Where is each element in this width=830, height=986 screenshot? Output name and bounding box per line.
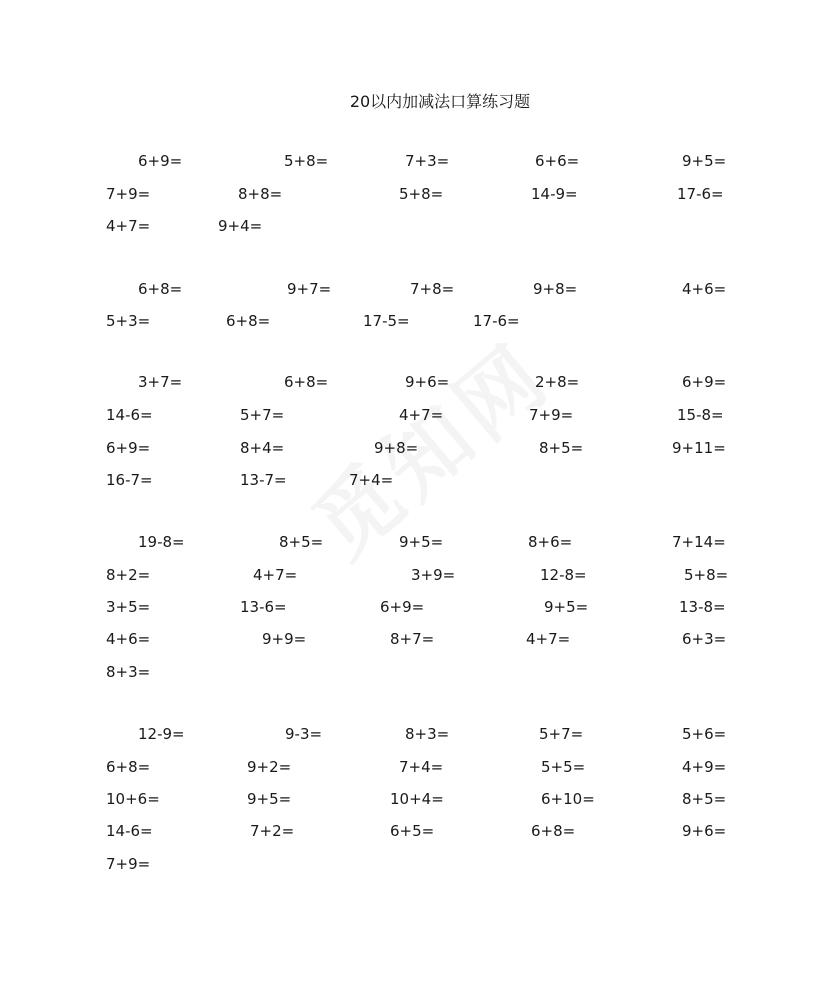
problem-item: 2+8= <box>535 373 580 391</box>
problem-item: 10+4= <box>390 790 444 808</box>
problem-item: 4+7= <box>253 566 298 584</box>
problem-item: 4+7= <box>106 217 151 235</box>
problem-item: 7+9= <box>106 855 151 873</box>
problem-item: 5+8= <box>399 185 444 203</box>
problem-item: 9+7= <box>287 280 332 298</box>
problem-item: 16-7= <box>106 471 153 489</box>
problem-item: 17-6= <box>677 185 724 203</box>
problem-item: 13-8= <box>679 598 726 616</box>
problem-item: 8+5= <box>682 790 727 808</box>
problem-item: 7+8= <box>410 280 455 298</box>
problem-item: 13-6= <box>240 598 287 616</box>
problem-item: 6+8= <box>284 373 329 391</box>
problem-item: 7+14= <box>672 533 726 551</box>
problem-item: 8+3= <box>106 663 151 681</box>
problem-item: 3+7= <box>138 373 183 391</box>
problem-item: 6+8= <box>138 280 183 298</box>
problem-item: 5+5= <box>541 758 586 776</box>
problem-item: 9+5= <box>682 152 727 170</box>
problem-item: 3+5= <box>106 598 151 616</box>
problem-item: 7+9= <box>106 185 151 203</box>
problem-item: 7+3= <box>405 152 450 170</box>
problem-item: 6+9= <box>138 152 183 170</box>
problem-item: 17-5= <box>363 312 410 330</box>
problem-item: 14-9= <box>531 185 578 203</box>
problem-item: 9+5= <box>247 790 292 808</box>
problem-item: 9+8= <box>374 439 419 457</box>
problem-item: 6+10= <box>541 790 595 808</box>
problem-item: 5+7= <box>539 725 584 743</box>
problem-item: 4+7= <box>399 406 444 424</box>
problem-item: 6+9= <box>682 373 727 391</box>
problem-item: 7+2= <box>250 822 295 840</box>
problem-item: 6+8= <box>531 822 576 840</box>
problem-item: 5+7= <box>240 406 285 424</box>
problem-item: 15-8= <box>677 406 724 424</box>
problem-item: 7+4= <box>349 471 394 489</box>
problem-item: 10+6= <box>106 790 160 808</box>
problem-item: 5+6= <box>682 725 727 743</box>
problem-item: 6+5= <box>390 822 435 840</box>
problem-item: 9+11= <box>672 439 726 457</box>
problem-item: 8+8= <box>238 185 283 203</box>
problem-item: 9+4= <box>218 217 263 235</box>
problem-item: 9+5= <box>544 598 589 616</box>
problem-item: 12-8= <box>540 566 587 584</box>
problem-item: 9+8= <box>533 280 578 298</box>
problem-item: 6+9= <box>380 598 425 616</box>
problem-item: 9+9= <box>262 630 307 648</box>
problem-item: 6+8= <box>226 312 271 330</box>
problem-item: 8+7= <box>390 630 435 648</box>
problem-item: 4+9= <box>682 758 727 776</box>
problem-item: 13-7= <box>240 471 287 489</box>
problem-item: 9+5= <box>399 533 444 551</box>
problem-item: 8+5= <box>279 533 324 551</box>
problem-item: 8+5= <box>539 439 584 457</box>
problem-item: 12-9= <box>138 725 185 743</box>
problem-item: 6+9= <box>106 439 151 457</box>
problem-item: 9+2= <box>247 758 292 776</box>
problem-item: 6+3= <box>682 630 727 648</box>
problem-item: 6+8= <box>106 758 151 776</box>
problem-item: 9-3= <box>285 725 323 743</box>
problem-item: 19-8= <box>138 533 185 551</box>
problem-item: 4+6= <box>106 630 151 648</box>
problem-item: 7+4= <box>399 758 444 776</box>
problem-item: 14-6= <box>106 822 153 840</box>
problem-item: 5+8= <box>684 566 729 584</box>
problem-item: 7+9= <box>529 406 574 424</box>
problem-item: 5+8= <box>284 152 329 170</box>
problem-item: 8+6= <box>528 533 573 551</box>
problem-item: 5+3= <box>106 312 151 330</box>
problem-item: 4+7= <box>526 630 571 648</box>
page-title: 20以内加减法口算练习题 <box>349 92 531 111</box>
problem-item: 8+3= <box>405 725 450 743</box>
problem-item: 8+2= <box>106 566 151 584</box>
problem-item: 4+6= <box>682 280 727 298</box>
problem-item: 9+6= <box>405 373 450 391</box>
problem-item: 17-6= <box>473 312 520 330</box>
problem-item: 14-6= <box>106 406 153 424</box>
problem-item: 8+4= <box>240 439 285 457</box>
problem-item: 3+9= <box>411 566 456 584</box>
problem-item: 6+6= <box>535 152 580 170</box>
problem-item: 9+6= <box>682 822 727 840</box>
